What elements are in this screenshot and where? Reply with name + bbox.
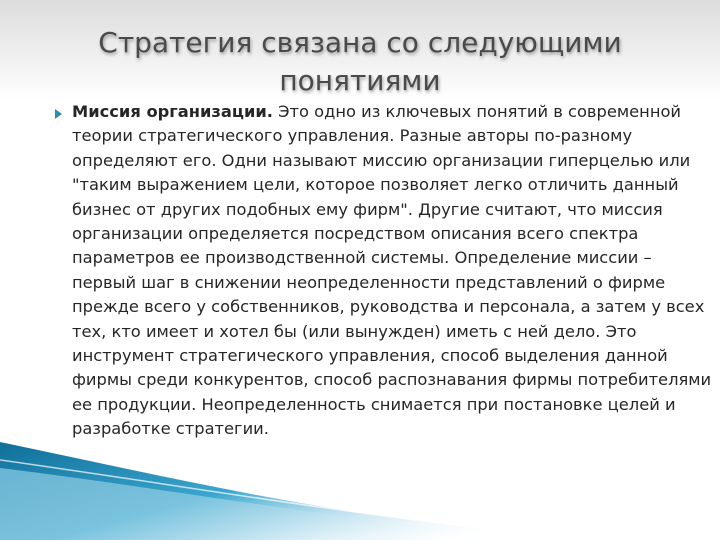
bullet-lead: Миссия организации. bbox=[72, 102, 273, 121]
decorative-wave bbox=[0, 440, 720, 540]
bullet-paragraph bbox=[72, 100, 712, 442]
bullet-text: Это одно из ключевых понятий в современной теории стратегического управления. Разные авторы по-разному определяют его. Одни называют миссию организации гиперцелью или "таким выражением цели, которое позволяет легко отличить данный бизнес от других подобных ему фирм". Другие считают, что миссия организации определяется посредством описания всего спектра параметров ее производственной системы. Определение миссии – первый шаг в снижении неопределенности представлений о фирме прежде всего у собственников, руководства и персонала, а затем у всех тех, кто имеет и хотел бы (или вынужден) иметь с ней дело. Это инструмент стратегического управления, способ выделения данной фирмы среди конкурентов, способ распознавания фирмы потребителями ее продукции. Неопределенность снимается при постановке целей и разработке стратегии. bbox=[72, 102, 712, 439]
bullet-arrow-icon bbox=[55, 109, 62, 119]
slide-title: Стратегия связана со следующими понятиями bbox=[98, 26, 622, 97]
